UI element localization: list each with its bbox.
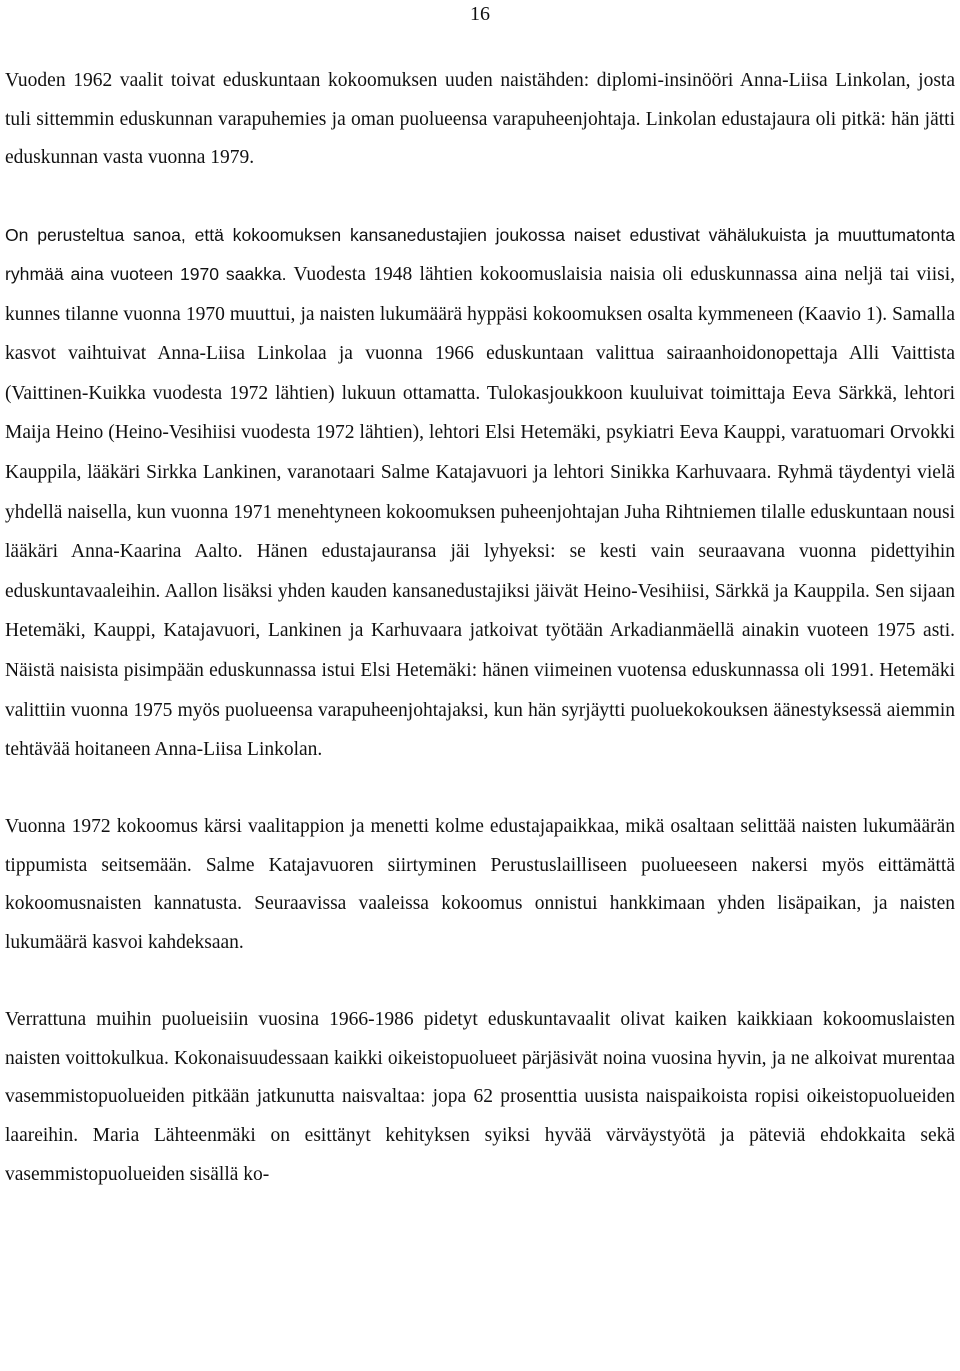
paragraph-3-text: Vuonna 1972 kokoomus kärsi vaalitappion ja menetti kolme edustajapaikkaa, mikä osaltaan selittää naisten lukumäärän tippumista seitsemään. Salme Katajavuoren siirtyminen Perustuslailliseen puolueeseen nakersi myös eittämättä kokoomusnaisten kannatusta. Seuraavissa vaaleissa kokoomus onnistui hankkimaan yhden lisäpaikan, ja naisten lukumäärä kasvoi kahdeksaan. [5,816,955,954]
paragraph-1 [5,62,955,178]
paragraph-3 [5,808,955,962]
paragraph-2 [5,216,955,769]
page-body [5,62,955,1194]
paragraph-2-lead: On perusteltua sanoa, että kokoomuksen kansanedustajien joukossa naiset edustivat vähälukuista ja muuttumatonta ryhmää aina vuoteen 1970 saakka. [5,225,955,284]
paragraph-2-text: Vuodesta 1948 lähtien kokoomuslaisia naisia oli eduskunnassa aina neljä tai viisi, kunnes tilanne vuonna 1970 muuttui, ja naisten lukumäärä hyppäsi kokoomuksen osalta kymmeneen (Kaavio 1). Samalla kasvot vaihtuivat Anna-Liisa Linkolaa ja vuonna 1966 eduskuntaan valittua sairaanhoidonopettaja Alli Vaittista (Vaittinen-Kuikka vuodesta 1972 lähtien) lukuun ottamatta. Tulokasjoukkoon kuuluivat toimittaja Eeva Särkkä, lehtori Maija Heino (Heino-Vesihiisi vuodesta 1972 lähtien), lehtori Elsi Hetemäki, psykiatri Eeva Kauppi, varatuomari Orvokki Kauppila, lääkäri Sirkka Lankinen, varanotaari Salme Katajavuori ja lehtori Sinikka Karhuvaara. Ryhmä täydentyi vielä yhdellä naisella, kun vuonna 1971 menehtyneen kokoomuksen puheenjohtajan Juha Rihtniemen tilalle eduskuntaan nousi lääkäri Anna-Kaarina Aalto. Hänen edustajauransa jäi lyhyeksi: se kesti vain seuraavana vuonna pidettyihin eduskuntavaaleihin. Aallon lisäksi yhden kauden kansanedustajiksi jäivät Heino-Vesihiisi, Särkkä ja Kauppila. Sen sijaan Hetemäki, Kauppi, Katajavuori, Lankinen ja Karhuvaara jatkoivat työtään Arkadianmäellä ainakin vuoteen 1975 asti. Näistä naisista pisimpään eduskunnassa istui Elsi Hetemäki: hänen viimeinen vuotensa eduskunnassa oli 1991. Hetemäki valittiin vuonna 1975 myös puolueensa varapuheenjohtajaksi, kun hän syrjäytti puoluekokouksen äänestyksessä aiemmin tehtävää hoitaneen Anna-Liisa Linkolan. [5,263,955,761]
paragraph-1-text: Vuoden 1962 vaalit toivat eduskuntaan kokoomuksen uuden naistähden: diplomi-insinööri Anna-Liisa Linkolan, josta tuli sittemmin eduskunnan varapuhemies ja oman puolueensa varapuheenjohtaja. Linkolan edustajaura oli pitkä: hän jätti eduskunnan vasta vuonna 1979. [5,70,955,169]
paragraph-4-text: Verrattuna muihin puolueisiin vuosina 1966-1986 pidetyt eduskuntavaalit olivat kaiken kaikkiaan kokoomuslaisten naisten voittokulkua. Kokonaisuudessaan kaikki oikeistopuolueet pärjäsivät noina vuosina hyvin, ja ne alkoivat murentaa vasemmistopuolueiden pitkään jatkunutta naisvaltaa: jopa 62 prosenttia uusista naispaikoista ropisi oikeistopuolueiden laareihin. Maria Lähteenmäki on esittänyt kehityksen syiksi hyvää värväystyötä ja päteviä ehdokkaita sekä vasemmistopuolueiden sisällä ko- [5,1009,955,1185]
paragraph-4 [5,1001,955,1194]
page-number: 16 [470,3,490,25]
